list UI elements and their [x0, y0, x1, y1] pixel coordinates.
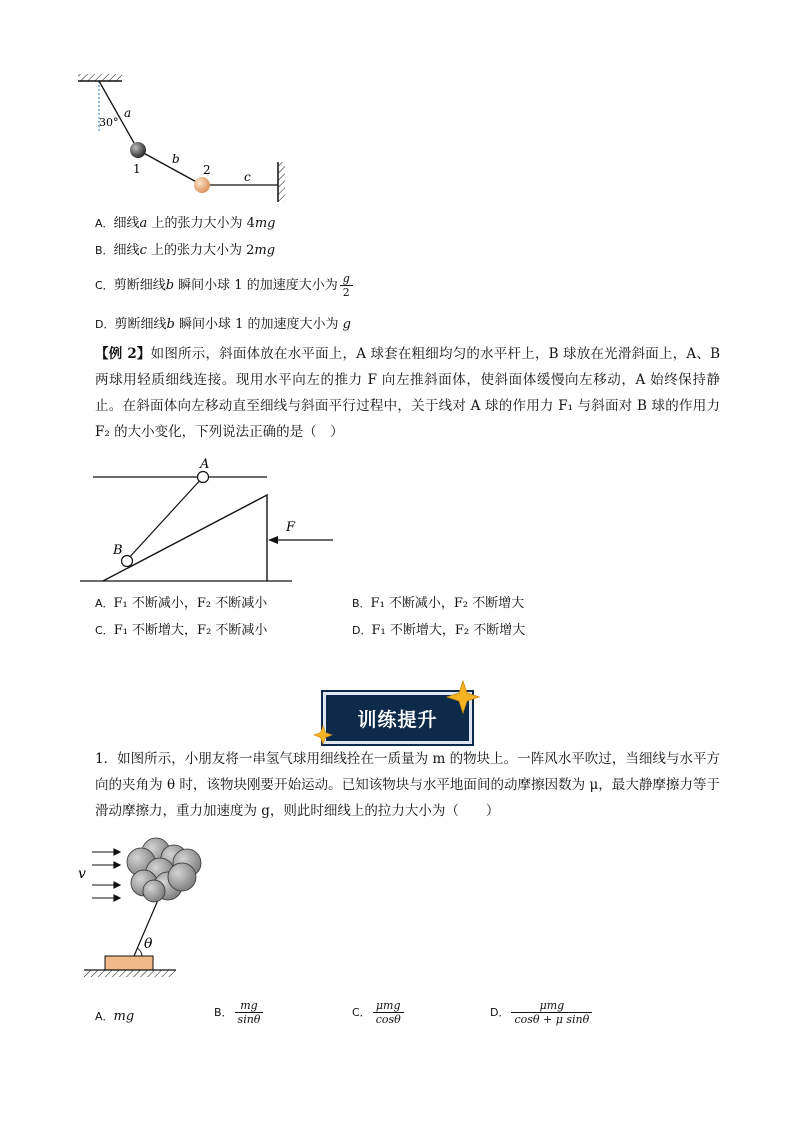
- ball-a: [198, 472, 209, 483]
- example2-label: 【例 2】: [95, 346, 151, 362]
- label-A: A: [200, 457, 210, 472]
- q0-option-b[interactable]: B．细线c 上的张力大小为 2mg: [95, 243, 276, 258]
- label-b: b: [172, 152, 180, 166]
- q0-option-c[interactable]: C．剪断细线b 瞬间小球 1 的加速度大小为 $\frac{g}{2}$: [95, 272, 353, 299]
- label-a: a: [124, 106, 132, 120]
- star-icon: [446, 680, 480, 714]
- ceiling: [78, 74, 122, 81]
- fraction: $\frac{\text{μmg}}{\cos\theta}$: [373, 999, 404, 1026]
- label-2: 2: [203, 163, 211, 177]
- figure-incline: [75, 452, 340, 587]
- example2-option-d[interactable]: D．F₁ 不断增大，F₂ 不断增大: [352, 623, 526, 638]
- balloon-cluster: [127, 838, 201, 902]
- incline-body: [103, 495, 267, 581]
- angle-label: 30°: [99, 116, 119, 129]
- label-c: c: [244, 170, 251, 184]
- q1-option-c[interactable]: C． $\frac{\text{μmg}}{\cos\theta}$: [352, 999, 404, 1026]
- q0-option-d[interactable]: D．剪断细线b 瞬间小球 1 的加速度大小为 g: [95, 317, 351, 332]
- ground-hatch: [84, 970, 176, 977]
- theta-label: θ: [144, 936, 153, 952]
- wind-arrows: [92, 849, 120, 901]
- label-B: B: [113, 543, 123, 558]
- label-1: 1: [133, 162, 141, 176]
- example2-option-a[interactable]: A．F₁ 不断减小，F₂ 不断减小: [95, 596, 268, 611]
- fraction: $\frac{mg}{\sin\theta}$: [235, 999, 264, 1026]
- string-b: [138, 150, 202, 185]
- figure-hanging-balls: [70, 70, 300, 210]
- ball-1: [130, 142, 146, 158]
- velocity-label: v: [78, 866, 86, 882]
- ball-b: [122, 556, 133, 567]
- q1-text: 1．如图所示，小朋友将一串氢气球用细线拴在一质量为 m 的物块上。一阵风水平吹过，当细线与水平方向的夹角为 θ 时，该物块刚要开始运动。已知该物块与水平地面间的动摩擦因数为 μ，最大静摩擦力等于滑动摩擦力，重力加速度为 g，则此时细线上的拉力大小为（ ）: [95, 751, 720, 819]
- figure-balloons: [70, 828, 220, 988]
- thread-ab: [127, 477, 203, 560]
- block: [105, 956, 153, 970]
- example2-option-c[interactable]: C．F₁ 不断增大，F₂ 不断减小: [95, 623, 268, 638]
- fraction: $\frac{g}{2}$: [340, 272, 353, 299]
- wall: [278, 162, 285, 202]
- q1-option-a[interactable]: A．mg: [95, 1009, 135, 1024]
- star-icon-small: [313, 725, 333, 745]
- label-F: F: [286, 520, 296, 535]
- example2-option-b[interactable]: B．F₁ 不断减小，F₂ 不断增大: [352, 596, 525, 611]
- section-title: 训练提升: [357, 708, 438, 731]
- fraction: $\frac{\text{μmg}}{\text{cosθ + μ sinθ}}$: [511, 999, 592, 1026]
- ball-2: [194, 177, 210, 193]
- example2-question: [95, 341, 720, 445]
- q1-question: [95, 746, 720, 824]
- q1-option-d[interactable]: D． $\frac{\text{μmg}}{\text{cosθ + μ sinθ}}$: [490, 999, 592, 1026]
- example2-text: 如图所示，斜面体放在水平面上，A 球套在粗细均匀的水平杆上，B 球放在光滑斜面上，A、B 两球用轻质细线连接。现用水平向左的推力 F 向左推斜面体，使斜面体缓慢向左移动，A 始终保持静止。在斜面体向左移动直至细线与斜面平行过程中，关于线对 A 球的作用力 F₁ 与斜面对 B 球的作用力 F₂ 的大小变化，下列说法正确的是（ ）: [95, 346, 720, 440]
- q1-option-b[interactable]: B． $\frac{mg}{\sin\theta}$: [214, 999, 263, 1026]
- q0-option-a[interactable]: A．细线a 上的张力大小为 4mg: [95, 216, 276, 231]
